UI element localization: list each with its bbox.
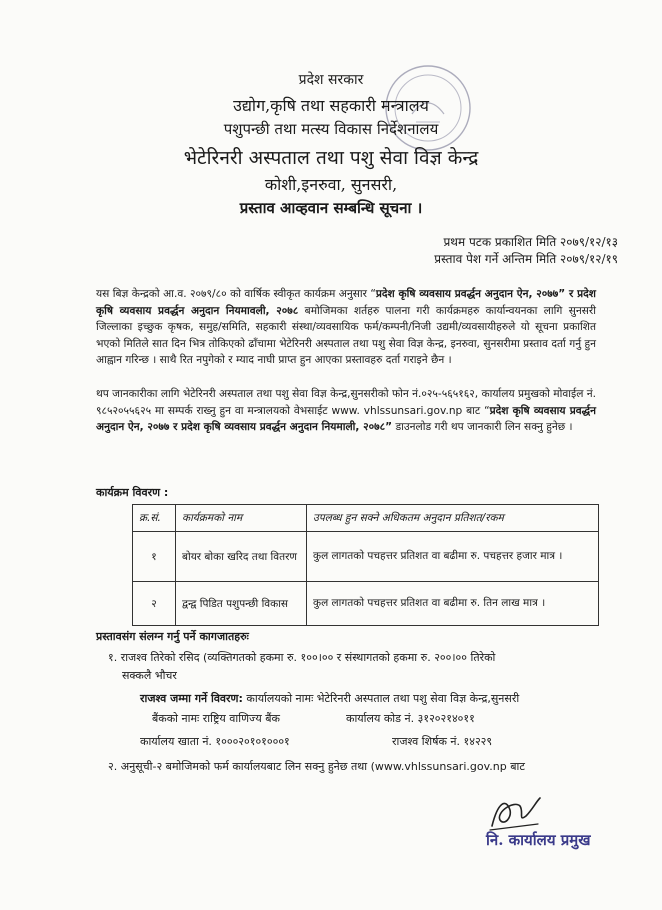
row-program-name: द्वन्द्व पिडित पशुपन्छी विकास xyxy=(176,582,307,626)
table-row xyxy=(133,582,599,626)
revenue-head: राजश्व शिर्षक नं. १४२२९ xyxy=(392,735,493,748)
header-address: कोशी,इनरुवा, सुनसरी, xyxy=(264,175,398,194)
deposit-office: कार्यालयको नामः भेटेरिनरी अस्पताल तथा पशु सेवा विज्ञ केन्द्र,सुनसरी xyxy=(242,692,520,705)
header-office-name: भेटेरिनरी अस्पताल तथा पशु सेवा विज्ञ केन्द्र xyxy=(183,147,479,169)
deposit-details xyxy=(140,691,519,706)
row-program-name: बोयर बोका खरिद तथा वितरण xyxy=(176,532,307,582)
documents-title: प्रस्तावसंग संलग्न गर्नु पर्ने कागजातहरुः xyxy=(96,630,249,643)
document-item-1: १. राजश्व तिरेको रसिद (व्यक्तिगतको हकमा रु. १००।०० र संस्थागतको हकमा रु. २००।०० तिरेको xyxy=(108,651,496,664)
col-header-amount: उपलब्ध हुन सक्ने अधिकतम अनुदान प्रतिशत/रकम xyxy=(307,505,599,532)
para2-act-name: प्रदेश कृषि व्यवसाय प्रवर्द्धन अनुदान ऐन, २०७७ र प्रदेश कृषि व्यवसाय प्रवर्द्धन अनुदान नियमाली, २०७८” xyxy=(96,404,596,434)
notice-title: प्रस्ताव आव्हवान सम्बन्धि सूचना । xyxy=(239,199,423,217)
row-sn: १ xyxy=(133,532,176,582)
col-header-sn: क्र.सं. xyxy=(133,505,176,532)
last-submission-date: प्रस्ताव पेश गर्ने अन्तिम मिति २०७९/१२/१९ xyxy=(434,252,618,266)
row-sn: २ xyxy=(133,582,176,626)
row-amount: कुल लागतको पचहत्तर प्रतिशत वा बढीमा रु. पचहत्तर हजार मात्र । xyxy=(307,532,599,582)
para1-intro: यस बिज्ञ केन्द्रको आ.व. २०७९/८० को वार्षिक स्वीकृत कार्यक्रम अनुसार “ xyxy=(96,288,376,300)
row-amount: कुल लागतको पचहत्तर प्रतिशत वा बढीमा रु. तिन लाख मात्र । xyxy=(307,582,599,626)
document-item-2: २. अनुसूची-२ बमोजिमको फर्म कार्यालयबाट लिन सक्नु हुनेछ तथा (www.vhlssunsari.gov.np बाट xyxy=(108,760,525,773)
table-row xyxy=(133,532,599,582)
first-published-date: प्रथम पटक प्रकाशित मिति २०७९/१२/१३ xyxy=(443,235,618,249)
notice-paragraph-1 xyxy=(96,286,596,369)
deposit-label: राजश्व जम्मा गर्ने विवरण: xyxy=(140,692,243,705)
program-table xyxy=(132,504,599,626)
bank-name: बैंकको नामः राष्ट्रिय वाणिज्य बैंक xyxy=(152,712,280,725)
para2-contact: थप जानकारीका लागि भेटेरिनरी अस्पताल तथा पशु सेवा विज्ञ केन्द्र,सुनसरीको फोन नं.०२५-५६५१६२, कार्यालय प्रमुखको मोवाईल नं. ९८५२०५५६२५ मा सम्पर्क राख्नु हुन वा मन्त्रालयको वेभसाईट www. vhlssunsari.gov.np बाट “ xyxy=(96,388,596,417)
document-item-1-cont: सक्कलै भौचर xyxy=(122,669,177,682)
account-number: कार्यालय खाता नं. १०००२०१०१०००१ xyxy=(140,735,290,748)
header-province-government: प्रदेश सरकार xyxy=(298,72,364,88)
para1-rest: बमोजिमका शर्तहरु पालना गरी कार्यक्रमहरु कार्यान्वयनका लागि सुनसरी जिल्लाका इच्छुक कृषक, समुह/समिति, सहकारी संस्था/व्यवसायिक फर्म/कम्पनी/निजी उद्यमी/व्यवसायीहरुले यो सूचना प्रकाशित भएको मितिले सात दिन भित्र तोकिएको ढाँचामा भेटेरिनरी अस्पताल तथा पशु सेवा विज्ञ केन्द्र, इनरुवा, सुनसरीमा प्रस्ताव दर्ता गर्नु हुन आह्वान गरिन्छ । साथै रित नपुगेको र म्याद नाघी प्राप्त हुन आएका प्रस्तावहरु दर्ता गराइने छैन । xyxy=(96,304,596,367)
header-directorate: पशुपन्छी तथा मत्स्य विकास निर्देशनालय xyxy=(223,120,439,138)
notice-paragraph-2 xyxy=(96,386,596,436)
header-ministry: उद्योग,कृषि तथा सहकारी मन्त्रालय xyxy=(233,96,429,115)
para1-act-name: प्रदेश कृषि व्यवसाय प्रवर्द्धन अनुदान ऐन, २०७७” र प्रदेश कृषि व्यवसाय प्रवर्द्धन अनुदान नियमावली, २०७८ xyxy=(96,288,596,317)
office-chief-label: नि. कार्यालय प्रमुख xyxy=(486,831,591,849)
program-section-title: कार्यक्रम विवरण : xyxy=(96,486,169,499)
para2-rest: डाउनलोड गरी थप जानकारी लिन सक्नु हुनेछ । xyxy=(392,421,573,434)
table-header-row xyxy=(133,505,599,532)
office-code: कार्यालय कोड नं. ३१२०२१४०११ xyxy=(346,712,475,725)
col-header-program: कार्यक्रमको नाम xyxy=(176,505,307,532)
